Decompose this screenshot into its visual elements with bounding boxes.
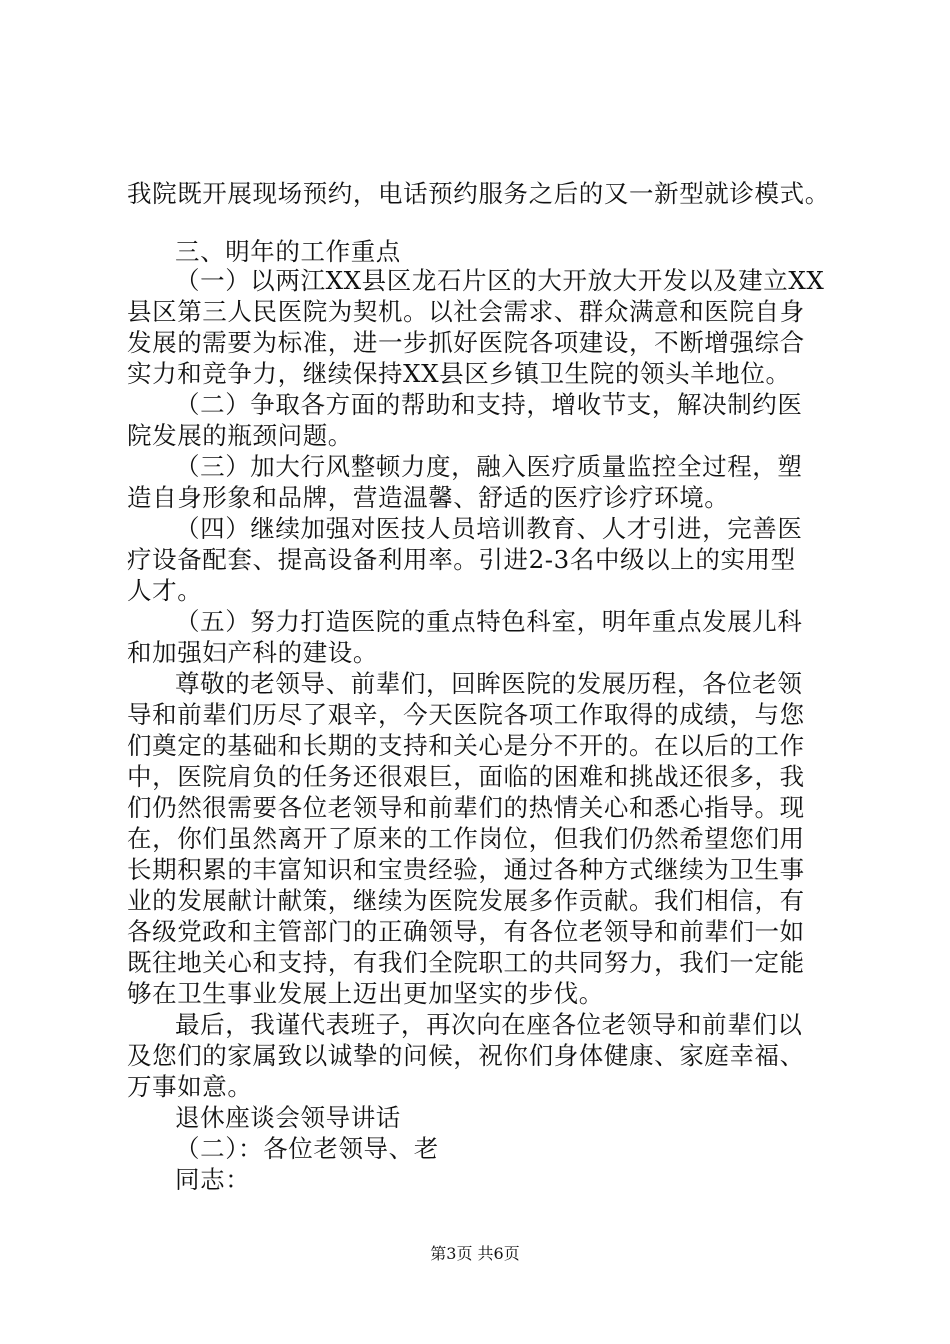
text-line-22: 长期积累的丰富知识和宝贵经验，通过各种方式继续为卫生事	[127, 855, 805, 884]
subtitle-line: 退休座谈会领导讲话	[175, 1103, 401, 1132]
text-line-29: 万事如意。	[127, 1072, 253, 1101]
text-line-32: 同志：	[175, 1165, 251, 1194]
text-line-6: 实力和竞争力，继续保持XX县区乡镇卫生院的领头羊地位。	[127, 359, 791, 388]
text-line-15: 和加强妇产科的建设。	[127, 638, 378, 667]
text-line-25: 既往地关心和支持，有我们全院职工的共同努力，我们一定能	[127, 948, 805, 977]
text-line-12: 疗设备配套、提高设备利用率。引进2-3名中级以上的实用型	[127, 545, 796, 574]
text-line-24: 各级党政和主管部门的正确领导，有各位老领导和前辈们一如	[127, 917, 805, 946]
text-line-11: （四）继续加强对医技人员培训教育、人才引进，完善医	[175, 514, 803, 543]
text-line-23: 业的发展献计献策，继续为医院发展多作贡献。我们相信，有	[127, 886, 805, 915]
text-line-28: 及您们的家属致以诚挚的问候，祝你们身体健康、家庭幸福、	[127, 1041, 805, 1070]
text-line-13: 人才。	[127, 576, 203, 605]
text-line-8: 院发展的瓶颈问题。	[127, 421, 353, 450]
text-line-31: （二）：各位老领导、老	[175, 1134, 439, 1163]
text-line-21: 在，你们虽然离开了原来的工作岗位，但我们仍然希望您们用	[127, 824, 805, 853]
page-number-footer: 第3页 共6页	[430, 1244, 520, 1263]
text-line-14: （五）努力打造医院的重点特色科室，明年重点发展儿科	[175, 607, 803, 636]
text-line-17: 导和前辈们历尽了艰辛，今天医院各项工作取得的成绩，与您	[127, 700, 805, 729]
text-line-5: 发展的需要为标准，进一步抓好医院各项建设，不断增强综合	[127, 328, 805, 357]
text-line-19: 中，医院肩负的任务还很艰巨，面临的困难和挑战还很多，我	[127, 762, 805, 791]
text-line-27: 最后，我谨代表班子，再次向在座各位老领导和前辈们以	[175, 1010, 803, 1039]
text-line-16: 尊敬的老领导、前辈们，回眸医院的发展历程，各位老领	[175, 669, 803, 698]
text-line-20: 们仍然很需要各位老领导和前辈们的热情关心和悉心指导。现	[127, 793, 805, 822]
text-line-1: 我院既开展现场预约，电话预约服务之后的又一新型就诊模式。	[127, 179, 830, 208]
text-line-4: 县区第三人民医院为契机。以社会需求、群众满意和医院自身	[127, 297, 805, 326]
section-heading: 三、明年的工作重点	[175, 237, 401, 266]
text-line-10: 造自身形象和品牌，营造温馨、舒适的医疗诊疗环境。	[127, 483, 730, 512]
text-line-3: （一）以两江XX县区龙石片区的大开放大开发以及建立XX	[175, 266, 825, 295]
text-line-26: 够在卫生事业发展上迈出更加坚实的步伐。	[127, 979, 604, 1008]
text-line-9: （三）加大行风整顿力度，融入医疗质量监控全过程，塑	[175, 452, 803, 481]
text-line-7: （二）争取各方面的帮助和支持，增收节支，解决制约医	[175, 390, 803, 419]
text-line-18: 们奠定的基础和长期的支持和关心是分不开的。在以后的工作	[127, 731, 805, 760]
